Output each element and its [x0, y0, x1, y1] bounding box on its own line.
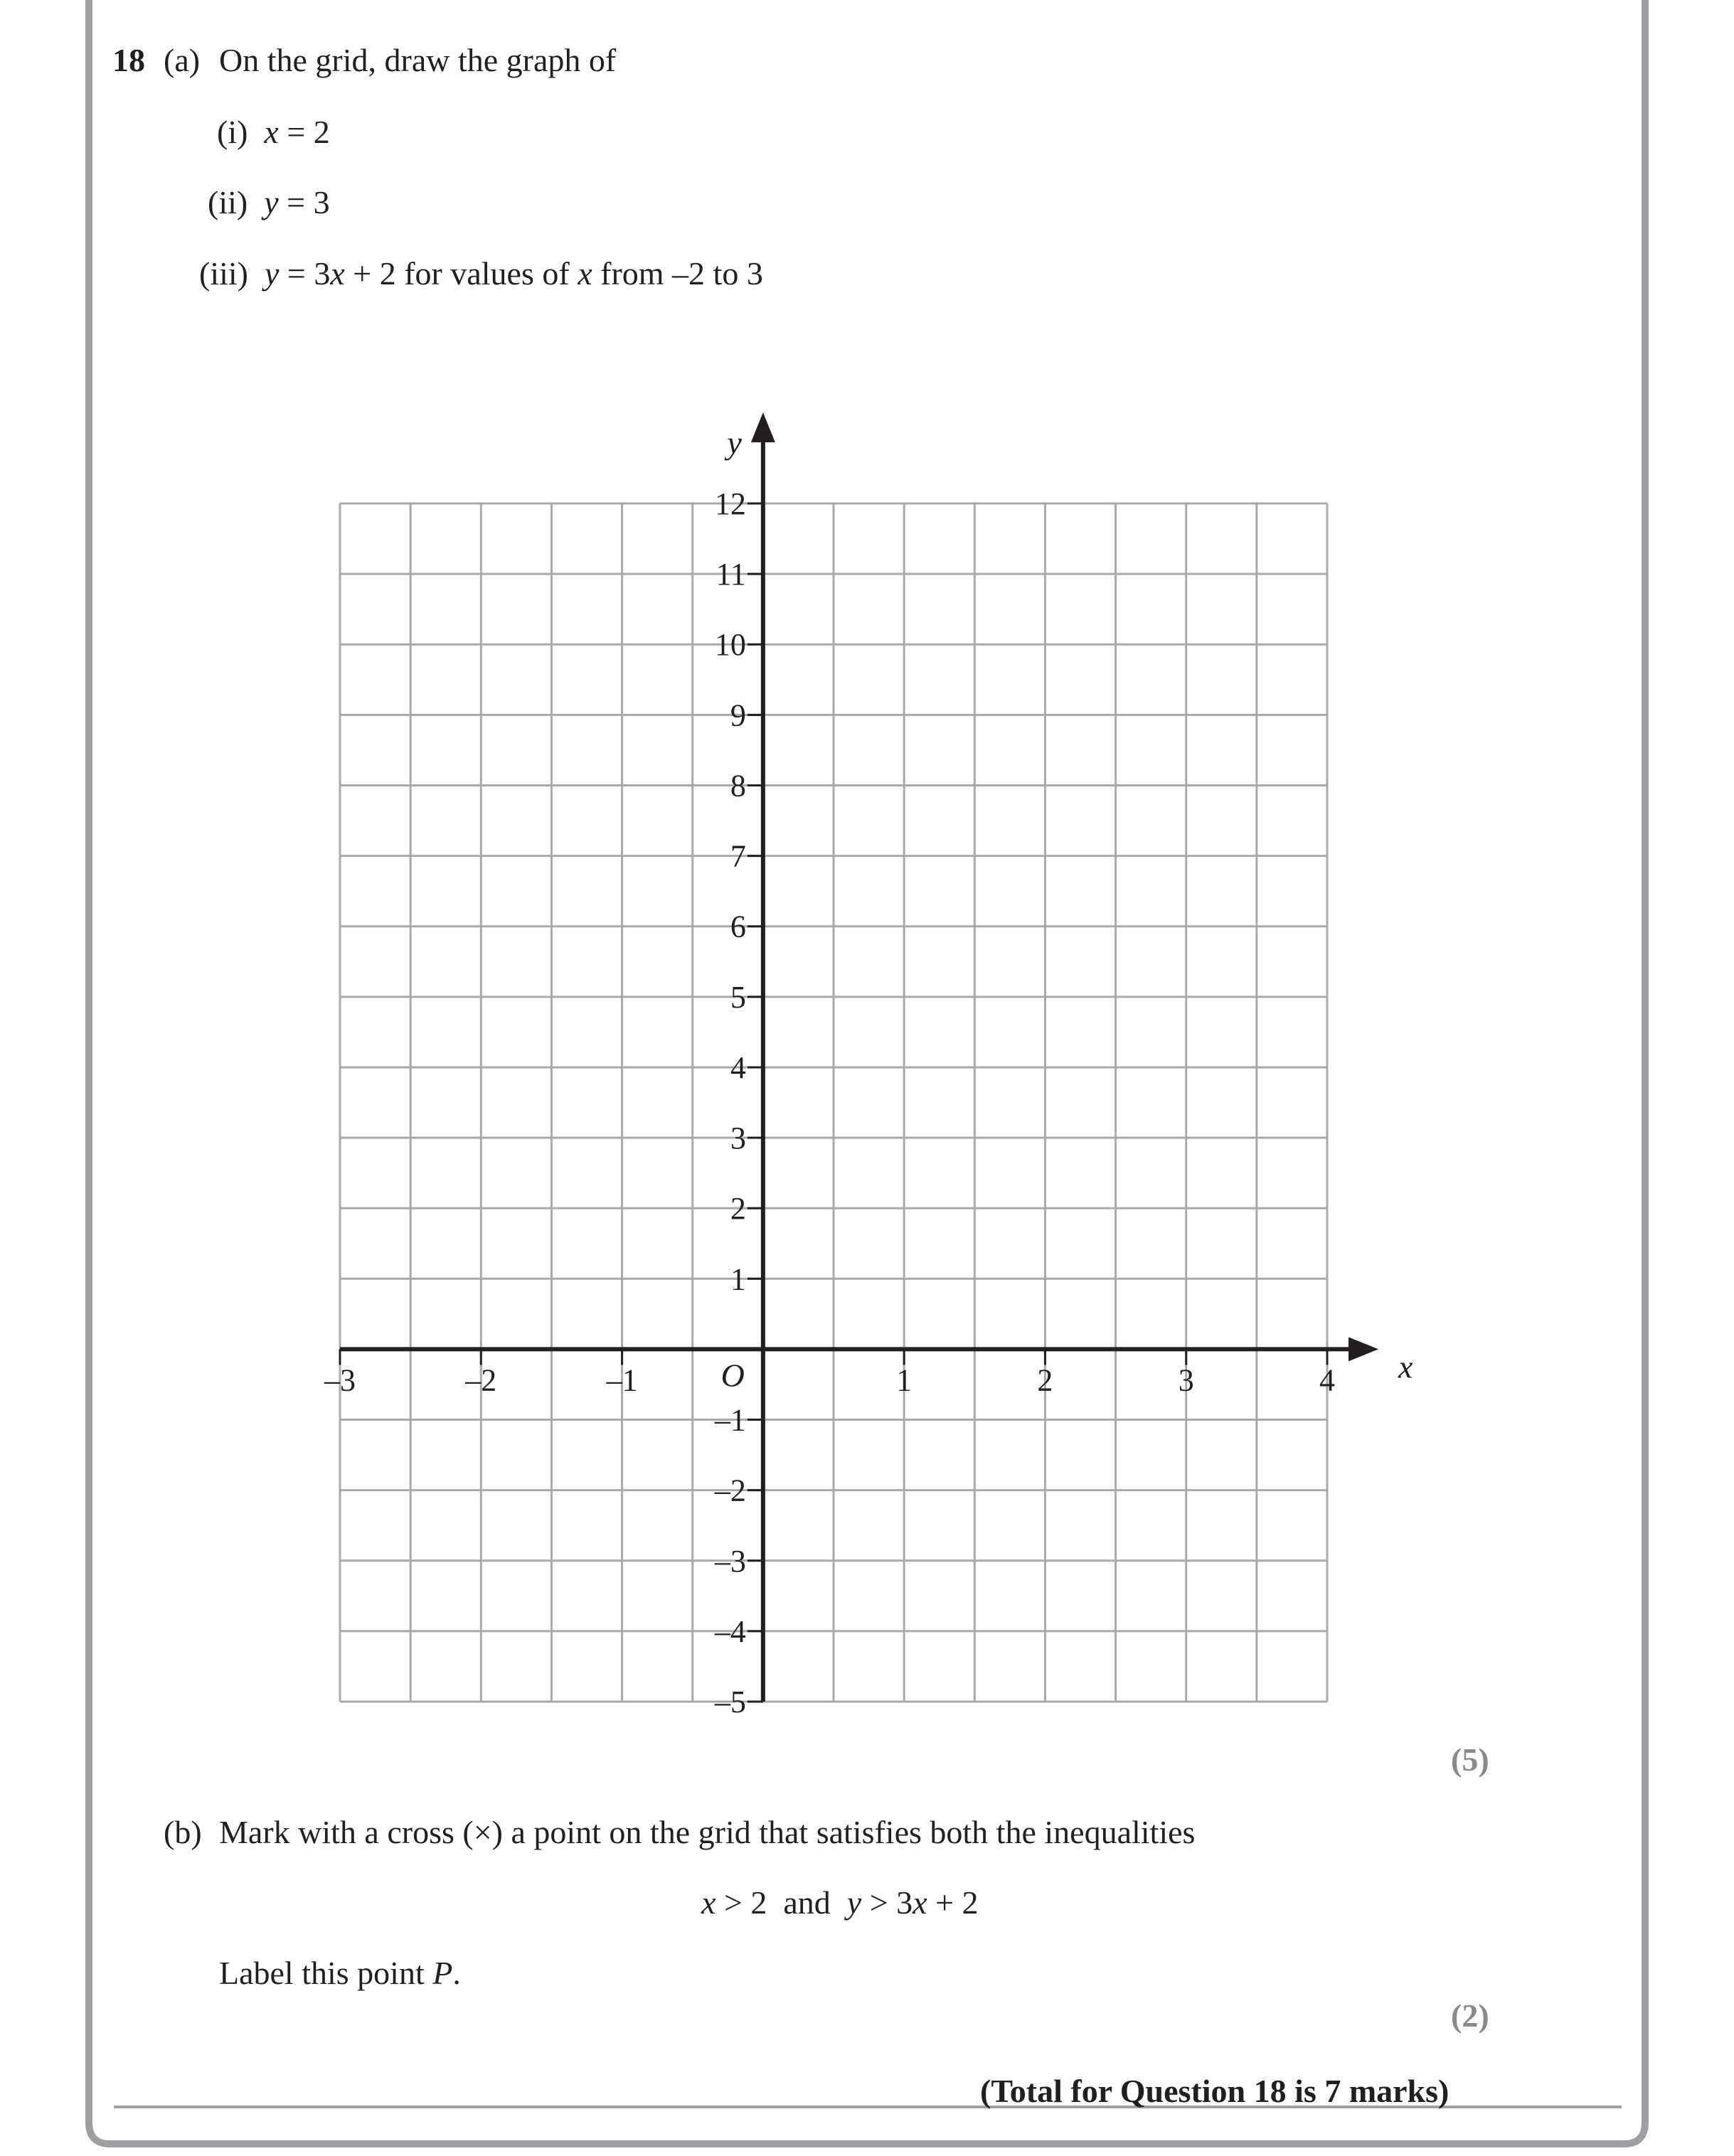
- part-a-marks: (5): [1451, 1741, 1489, 1778]
- y-tick-label: 11: [716, 557, 746, 592]
- item-equation: from –2 to 3: [592, 255, 763, 292]
- y-tick-label: 8: [730, 768, 746, 804]
- axes: [340, 412, 1378, 1702]
- x-tick-label: 1: [896, 1362, 913, 1398]
- item-number: (ii): [208, 184, 248, 220]
- label-instruction: [219, 1957, 461, 1990]
- origin-label: O: [720, 1357, 745, 1394]
- total-marks: (Total for Question 18 is 7 marks): [980, 2073, 1450, 2109]
- part-a-label: (a): [164, 42, 201, 78]
- part-b-text: Mark with a cross (×) a point on the grid that satisfies both the inequalities: [219, 1814, 1196, 1850]
- item-number: (iii): [199, 255, 248, 292]
- y-tick-label: –2: [714, 1473, 746, 1508]
- y-tick-label: 1: [730, 1261, 746, 1297]
- item-equation: = 3: [279, 255, 331, 292]
- ineq-variable: y: [846, 1884, 862, 1921]
- item-number: (i): [217, 114, 248, 150]
- x-axis-label: x: [1398, 1348, 1413, 1385]
- y-tick-label: –5: [714, 1685, 746, 1719]
- part-b-marks: (2): [1451, 1997, 1489, 2034]
- ineq-text: > 3: [861, 1884, 913, 1921]
- x-tick-label: –2: [465, 1362, 497, 1398]
- y-axis-arrow: [751, 412, 775, 442]
- x-axis-arrow: [1349, 1337, 1378, 1361]
- y-tick-label: 9: [730, 698, 746, 733]
- item-variable: y: [264, 255, 280, 292]
- y-tick-label: 6: [730, 909, 746, 944]
- x-tick-label: 2: [1037, 1362, 1053, 1398]
- tick-labels: [324, 425, 1413, 1719]
- y-tick-label: 4: [730, 1050, 746, 1085]
- y-tick-label: 5: [730, 979, 746, 1015]
- x-tick-label: –3: [324, 1362, 356, 1398]
- y-tick-label: –3: [714, 1543, 746, 1579]
- y-tick-label: 10: [714, 627, 746, 663]
- part-b-label: (b): [164, 1814, 202, 1850]
- inequalities: [701, 1886, 979, 1919]
- item-equation: = 3: [278, 184, 330, 220]
- y-tick-label: 3: [730, 1121, 746, 1156]
- part-a-intro: On the grid, draw the graph of: [219, 42, 617, 78]
- y-tick-label: 12: [714, 486, 746, 521]
- ineq-text: > 2 and: [716, 1884, 847, 1921]
- x-tick-label: 4: [1319, 1362, 1335, 1398]
- item-variable: x: [264, 114, 279, 150]
- ineq-variable: x: [913, 1884, 927, 1921]
- ineq-text: + 2: [927, 1884, 979, 1921]
- y-tick-label: 2: [730, 1191, 746, 1227]
- x-tick-label: 3: [1178, 1362, 1194, 1398]
- item-variable: y: [264, 184, 279, 220]
- label-text: .: [452, 1955, 461, 1991]
- y-tick-label: 7: [730, 838, 746, 874]
- item-variable: x: [330, 255, 345, 292]
- question-number: 18: [112, 42, 145, 78]
- point-name: P: [432, 1955, 453, 1991]
- item-equation: = 2: [278, 114, 330, 150]
- grid-lines: [340, 503, 1327, 1702]
- x-tick-label: –1: [606, 1362, 638, 1398]
- item-equation: + 2 for values of: [344, 255, 578, 292]
- y-tick-label: –1: [714, 1402, 746, 1438]
- label-text: Label this point: [219, 1955, 433, 1991]
- y-axis-label: y: [727, 425, 742, 461]
- item-variable: x: [578, 255, 592, 292]
- y-tick-label: –4: [714, 1613, 746, 1649]
- ineq-variable: x: [701, 1884, 716, 1921]
